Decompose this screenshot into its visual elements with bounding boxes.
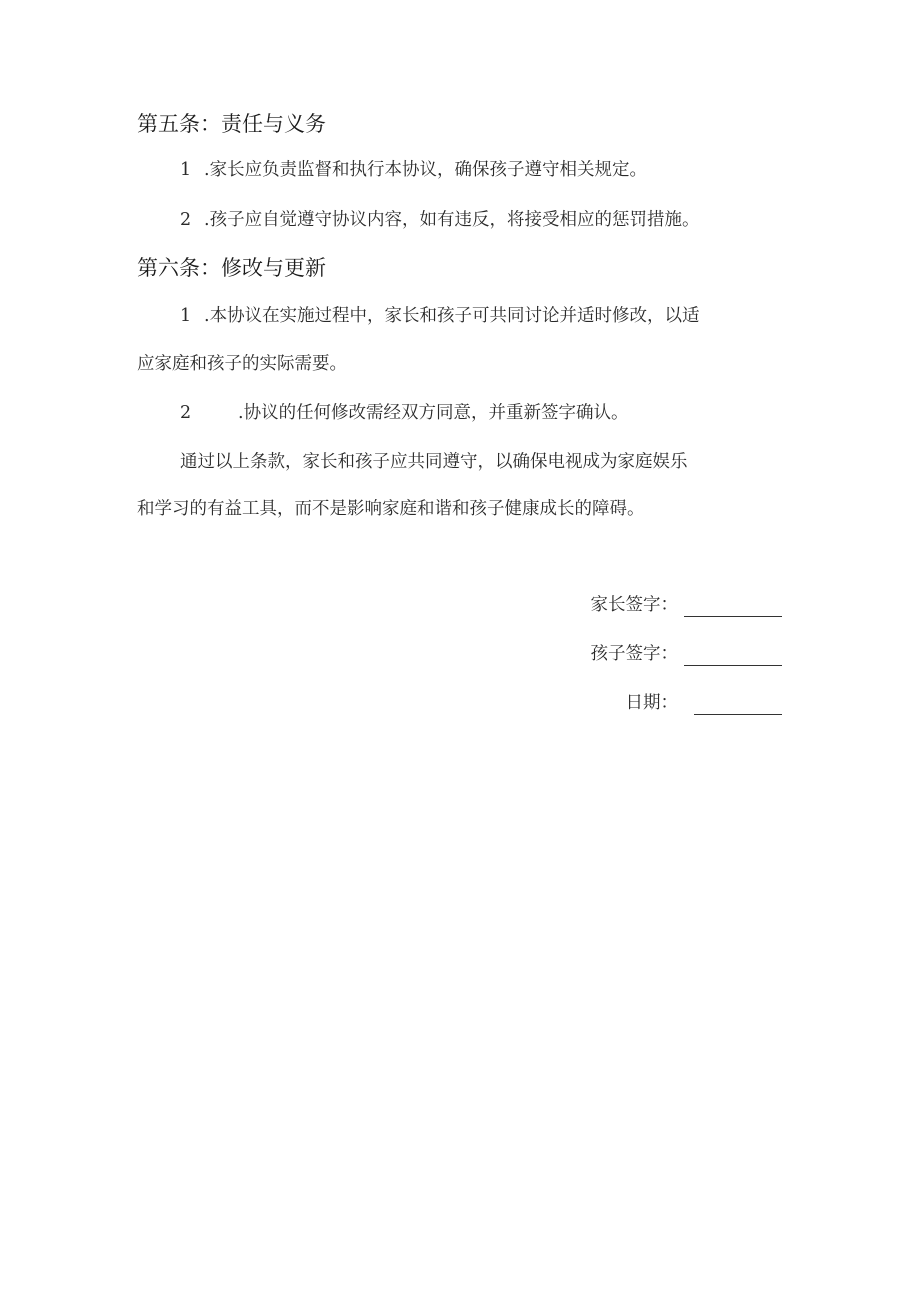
item-number: 1 [180, 160, 192, 180]
closing-line-1: 通过以上条款，家长和孩子应共同遵守，以确保电视成为家庭娱乐 [180, 452, 688, 472]
closing-line-2: 和学习的有益工具，而不是影响家庭和谐和孩子健康成长的障碍。 [137, 499, 645, 519]
section-5-item-1 [180, 158, 647, 182]
section-6-item-1-line-1 [180, 304, 700, 328]
child-signature-line[interactable] [684, 647, 782, 666]
parent-signature-line[interactable] [684, 598, 782, 617]
item-text: .家长应负责监督和执行本协议，确保孩子遵守相关规定。 [204, 160, 648, 180]
section-6-item-2 [180, 401, 629, 425]
item-text: .本协议在实施过程中，家长和孩子可共同讨论并适时修改，以适 [204, 306, 700, 326]
child-signature-label: 孩子签字： [590, 644, 678, 664]
item-number: 1 [180, 306, 192, 326]
parent-signature-row [591, 593, 783, 617]
parent-signature-label: 家长签字： [590, 595, 678, 615]
item-number: 2 [180, 210, 192, 230]
item-number: 2 [180, 403, 192, 423]
section-6-heading: 第六条：修改与更新 [137, 256, 326, 280]
date-line[interactable] [694, 696, 782, 715]
section-6-item-1-line-2: 应家庭和孩子的实际需要。 [137, 354, 347, 374]
date-label: 日期： [625, 693, 678, 713]
item-text: .协议的任何修改需经双方同意，并重新签字确认。 [238, 403, 629, 423]
section-5-heading: 第五条：责任与义务 [137, 112, 326, 136]
child-signature-row [591, 642, 783, 666]
item-text: .孩子应自觉遵守协议内容，如有违反，将接受相应的惩罚措施。 [204, 210, 700, 230]
section-5-item-2 [180, 208, 700, 232]
date-row [626, 691, 783, 715]
